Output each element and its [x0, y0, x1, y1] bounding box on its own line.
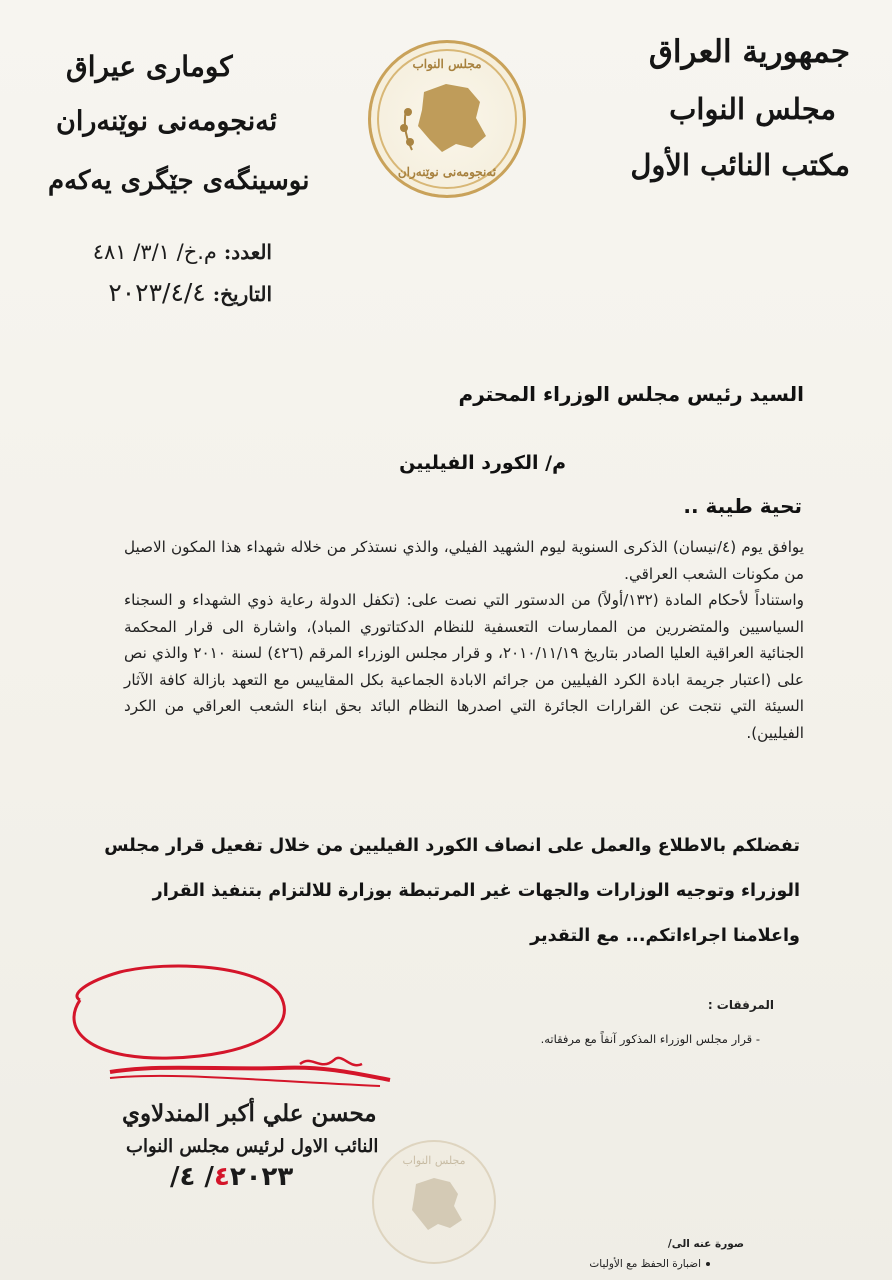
reference-date-label: التاريخ: — [212, 282, 272, 306]
signatory-title: النائب الاول لرئيس مجلس النواب — [126, 1136, 379, 1157]
attachment-item: - قرار مجلس الوزراء المذكور آنفاً مع مرفقاته. — [540, 1032, 760, 1046]
letter-body — [124, 534, 804, 746]
signature-date — [170, 1162, 293, 1192]
letterhead-country: جمهورية العراق — [648, 34, 850, 70]
bullet-icon — [706, 1262, 710, 1266]
cc-item — [589, 1258, 710, 1270]
body-paragraph: واستناداً لأحكام المادة (١٣٢/أولاً) من الدستور التي نصت على: (تكفل الدولة رعاية ذوي الشهداء و السجناء السياسيين والمتضررين من الممارسات التعسفية للنظام الدكتاتوري المباد)، واشارة الى قرار المحكمة الجنائية العراقية العليا الصادر بتاريخ ٢٠١٠/١١/١٩، و قرار مجلس الوزراء المرقم (٤٢٦) لسنة ٢٠١٠ والذي نص على (اعتبار جريمة ابادة الكرد الفيليين من جرائم الابادة الجماعية بكل المقاييس مع التعهد بازالة كافة الآثار السيئة التي نتجت عن القرارات الجائرة التي اصدرها النظام البائد بحق ابناء الشعب العراقي من الكرد الفيليين). — [124, 591, 805, 742]
emblem-bottom-text: ئەنجومەنی نوێنەران — [397, 165, 497, 179]
subject: م/ الكورد الفيليين — [399, 452, 566, 474]
letterhead-council: مجلس النواب — [669, 92, 836, 126]
request-line: الوزراء وتوجيه الوزارات والجهات غير المرتبطة بوزارة للالتزام بتنفيذ القرار — [152, 881, 800, 901]
stamp-text: مجلس النواب — [402, 1154, 466, 1167]
body-paragraph: يوافق يوم (٤/نيسان) الذكرى السنوية ليوم الشهيد الفيلي، والذي نستذكر من خلاله شهداء هذا المكون الاصيل من مكونات الشعب العراقي. — [124, 538, 804, 583]
cc-title: صورة عنه الى/ — [667, 1238, 744, 1250]
red-signature — [50, 960, 410, 1100]
letterhead-office-kurdish: نوسینگەی جێگری یەکەم — [48, 166, 310, 196]
reference-number-value: م.خ/ ٣/١/ ٤٨١ — [92, 240, 217, 264]
reference-number — [93, 240, 272, 264]
request-line: واعلامنا اجراءاتكم... مع التقدير — [530, 926, 800, 946]
letter-request — [104, 824, 800, 959]
cc-item-text: اضبارة الحفظ مع الأوليات — [589, 1258, 701, 1270]
recipient: السيد رئيس مجلس الوزراء المحترم — [458, 382, 804, 406]
letterhead-country-kurdish: كوماری عیراق — [66, 50, 233, 83]
greeting: تحية طيبة .. — [683, 494, 802, 518]
letterhead-office: مكتب النائب الأول — [630, 148, 850, 182]
faint-stamp — [372, 1140, 496, 1264]
parliament-emblem — [368, 40, 526, 198]
signature-date-text: ٢٠٢٣/ ٤/ — [170, 1162, 294, 1192]
emblem-top-text: مجلس النواب — [412, 57, 482, 71]
stamp-map-icon — [372, 1140, 492, 1260]
letterhead-council-kurdish: ئەنجومەنی نوێنەران — [56, 106, 278, 137]
reference-number-label: العدد: — [223, 240, 272, 264]
signature-date-red-digit: ٤ — [213, 1162, 230, 1192]
reference-date — [108, 278, 272, 307]
request-line: تفضلكم بالاطلاع والعمل على انصاف الكورد الفيليين من خلال تفعيل قرار مجلس — [104, 836, 800, 856]
reference-date-value: ٢٠٢٣/٤/٤ — [108, 278, 206, 307]
signatory-name: محسن علي أكبر المندلاوي — [122, 1100, 377, 1127]
attachments-title: المرفقات : — [707, 998, 774, 1012]
